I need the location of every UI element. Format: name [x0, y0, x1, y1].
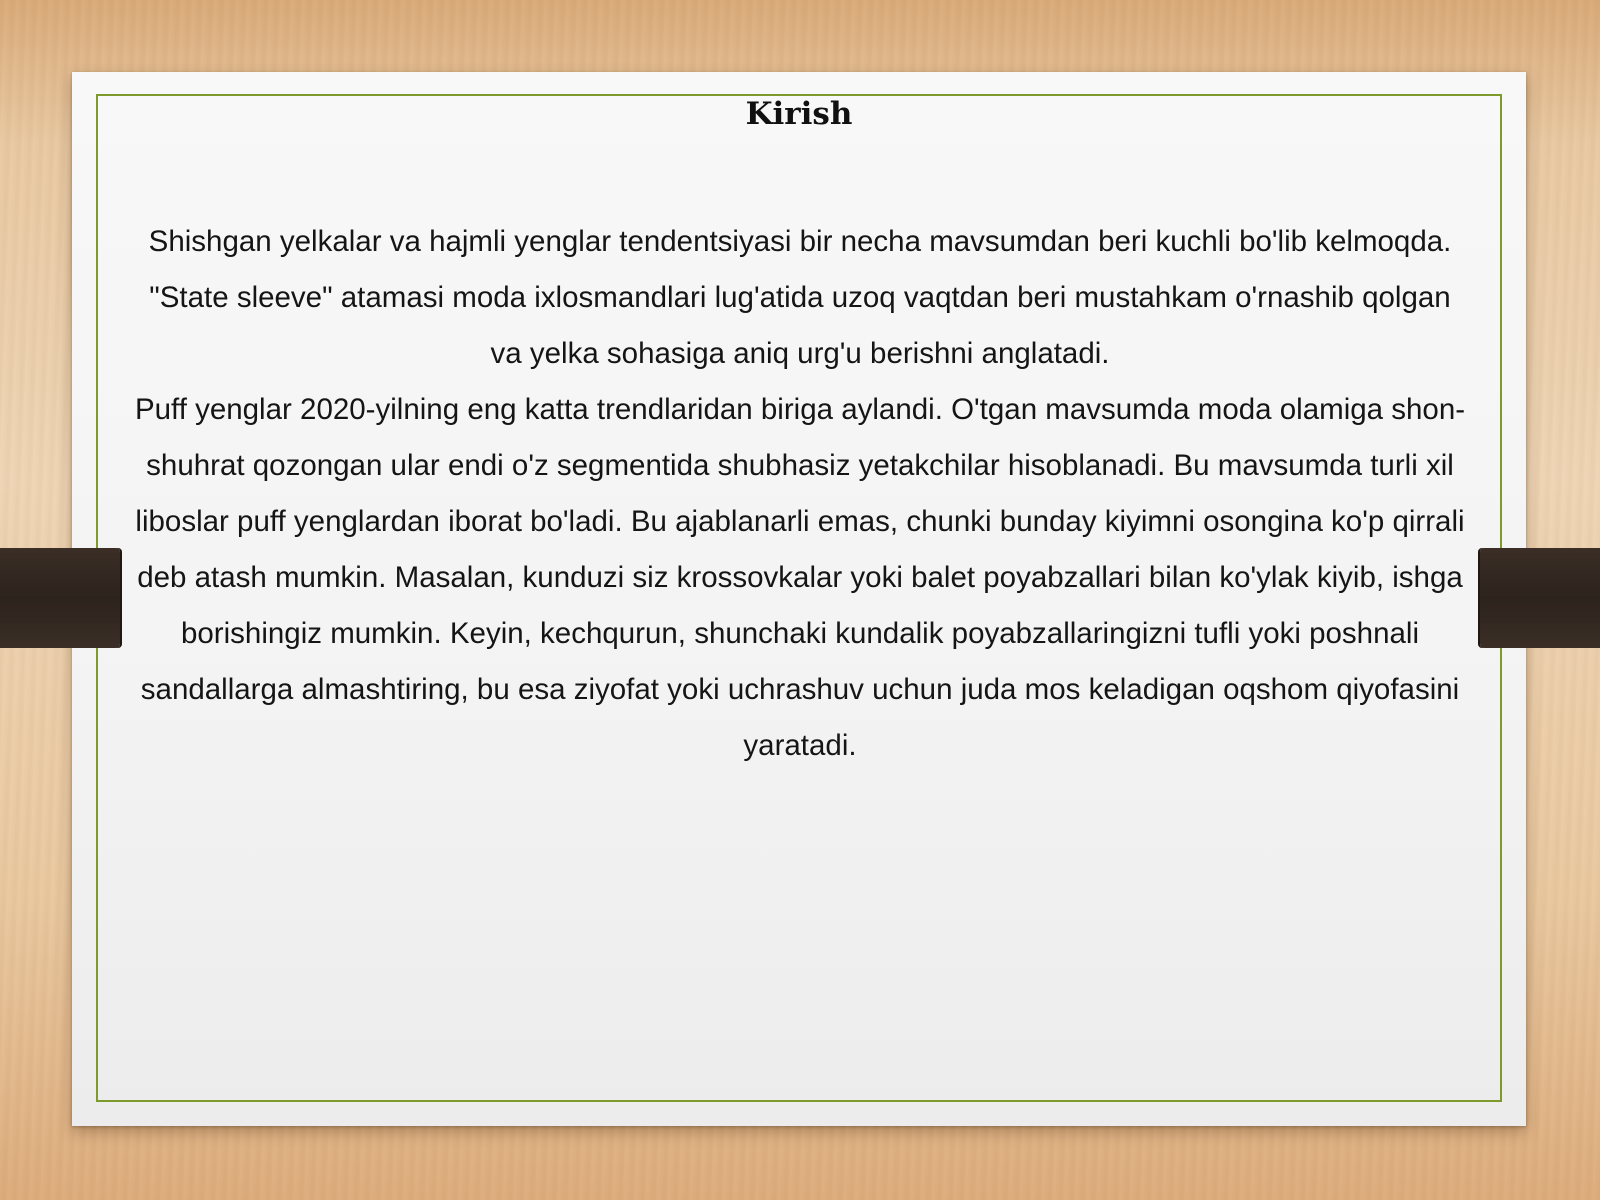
slide-title: Kirish	[745, 96, 853, 132]
left-binder-strap	[0, 548, 120, 648]
paragraph-3: Puff yenglar 2020-yilning eng katta trendlaridan biriga aylandi. O'tgan mavsumda moda olamiga shon-shuhrat qozongan ular endi o'z segmentida shubhasiz yetakchilar hisoblanadi. Bu mavsumda turli xil liboslar puff yenglardan iborat bo'ladi. Bu ajablanarli emas, chunki bunday kiyimni osongina ko'p qirrali deb atash mumkin. Masalan, kunduzi siz krossovkalar yoki balet poyabzallari bilan ko'ylak kiyib, ishga borishingiz mumkin. Keyin, kechqurun, shunchaki kundalik poyabzallaringizni tufli yoki poshnali sandallarga almashtiring, bu esa ziyofat yoki uchrashuv uchun juda mos keladigan oqshom qiyofasini yaratadi.	[134, 393, 1466, 762]
paragraph-2: "State sleeve" atamasi moda ixlosmandlari lug'atida uzoq vaqtdan beri mustahkam o'rnashib qolgan va yelka sohasiga aniq urg'u berishni anglatadi.	[149, 281, 1451, 370]
paragraph-1: Shishgan yelkalar va hajmli yenglar tendentsiyasi bir necha mavsumdan beri kuchli bo'lib kelmoqda.	[148, 225, 1452, 258]
slide-body	[130, 214, 1470, 774]
right-binder-strap	[1480, 548, 1600, 648]
